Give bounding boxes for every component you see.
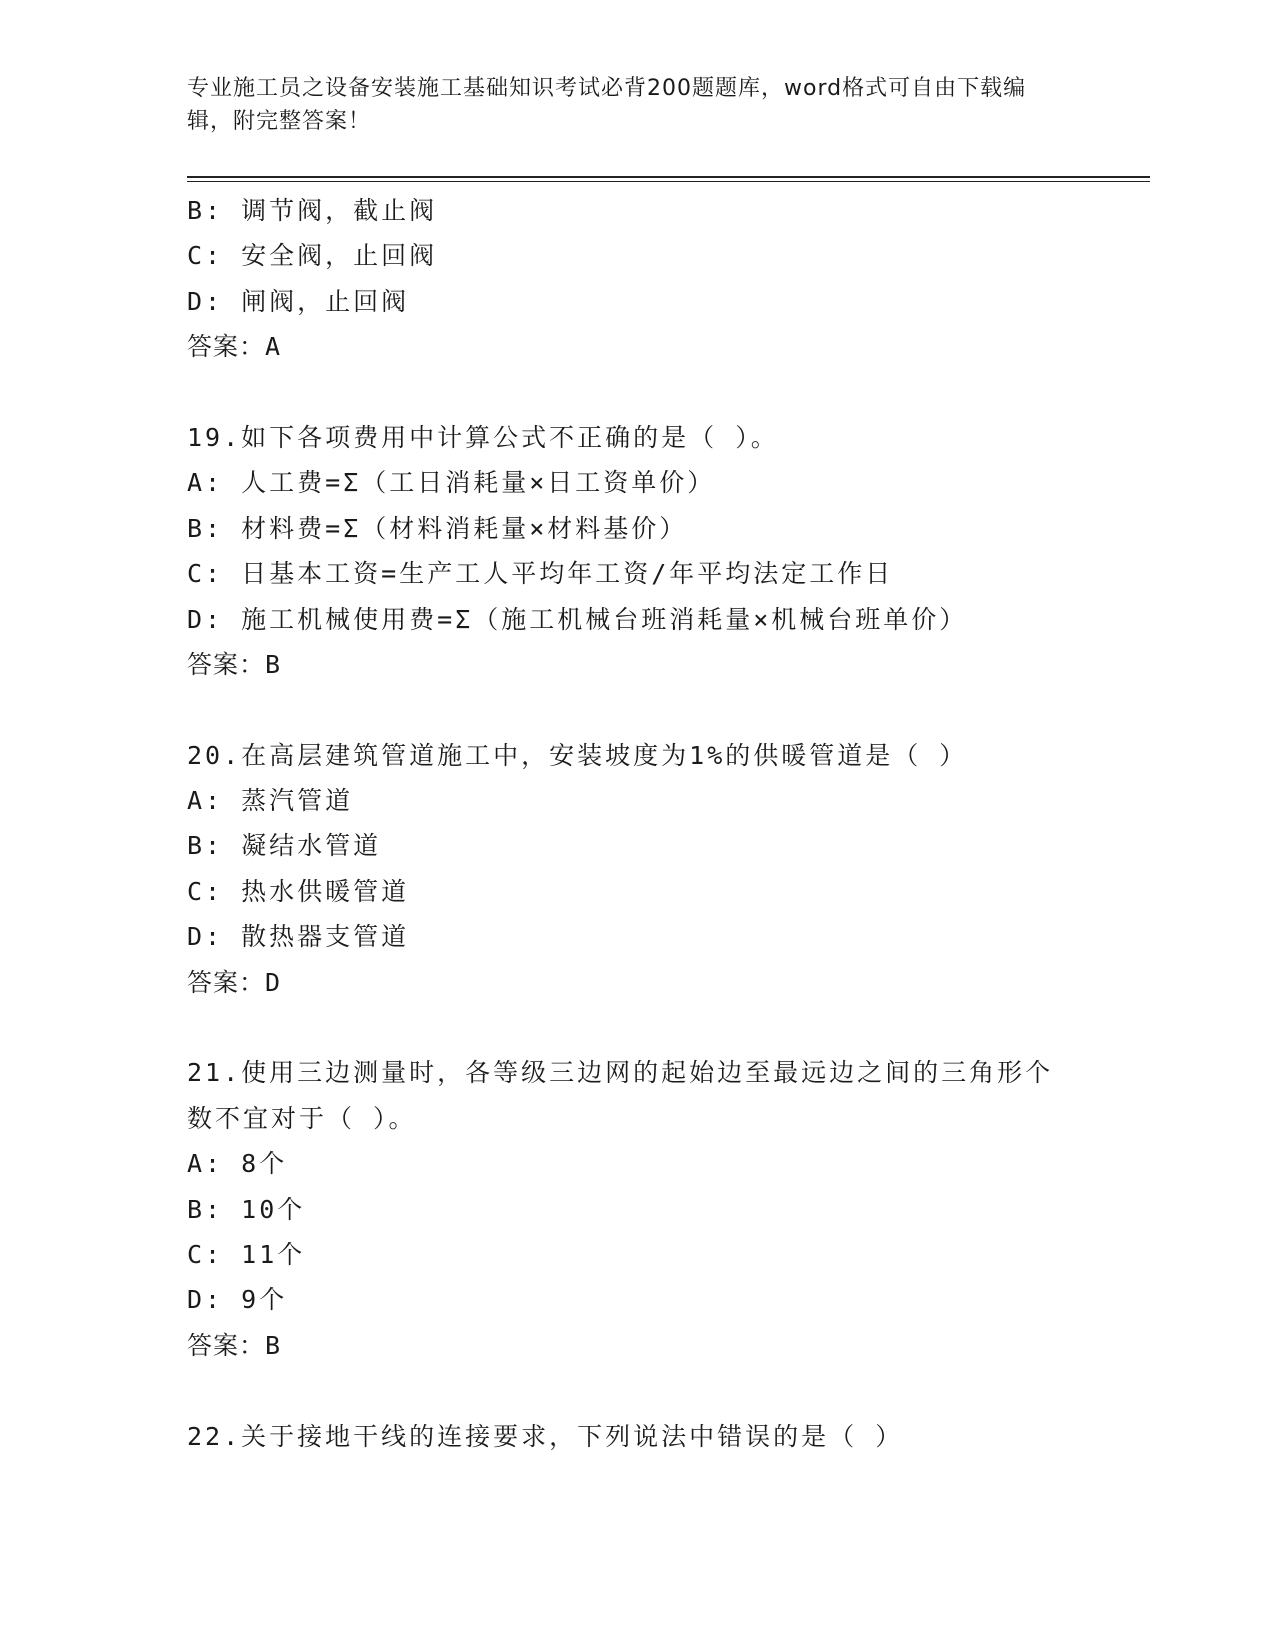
spacer	[187, 1005, 1087, 1050]
option-b: B: 10个	[187, 1194, 306, 1224]
spacer	[187, 1368, 1087, 1413]
question-block-19	[187, 415, 1087, 687]
option-d: D: 散热器支管道	[187, 922, 410, 952]
option-c: C: 11个	[187, 1240, 306, 1270]
question-text: 19.如下各项费用中计算公式不正确的是（ ）。	[187, 422, 779, 452]
option-b: B: 调节阀，截止阀	[187, 196, 438, 225]
answer-line: 答案：B	[187, 1330, 282, 1360]
option-d: D: 闸阀，止回阀	[187, 286, 410, 316]
header-divider-thin	[187, 181, 1150, 182]
spacer	[187, 687, 1087, 732]
option-d: D: 9个	[187, 1285, 288, 1315]
option-c: C: 安全阀，止回阀	[187, 241, 438, 271]
question-block-20	[187, 733, 1087, 1005]
question-text: 21.使用三边测量时，各等级三边网的起始边至最远边之间的三角形个数不宜对于（ ）。	[187, 1058, 1054, 1133]
question-text: 22.关于接地干线的连接要求，下列说法中错误的是（ ）	[187, 1421, 904, 1451]
header-divider-thick	[187, 176, 1150, 178]
question-block-21	[187, 1050, 1087, 1368]
question-block-18	[187, 188, 1087, 370]
option-a: A: 人工费=Σ（工日消耗量×日工资单价）	[187, 468, 716, 498]
question-list	[187, 188, 1087, 1459]
option-c: C: 日基本工资=生产工人平均年工资/年平均法定工作日	[187, 559, 894, 589]
answer-line: 答案：D	[187, 967, 282, 997]
option-c: C: 热水供暖管道	[187, 876, 410, 906]
option-b: B: 材料费=Σ（材料消耗量×材料基价）	[187, 513, 688, 543]
answer-line: 答案：B	[187, 649, 282, 679]
document-header: 专业施工员之设备安装施工基础知识考试必背200题题库，word格式可自由下载编辑，附完整答案！	[187, 76, 1027, 134]
question-text: 20.在高层建筑管道施工中，安装坡度为1%的供暖管道是（ ）	[187, 740, 968, 770]
spacer	[187, 370, 1087, 415]
question-block-22	[187, 1414, 1087, 1459]
option-d: D: 施工机械使用费=Σ（施工机械台班消耗量×机械台班单价）	[187, 604, 968, 634]
option-a: A: 8个	[187, 1149, 288, 1179]
option-b: B: 凝结水管道	[187, 831, 382, 861]
answer-line: 答案：A	[187, 332, 282, 362]
option-a: A: 蒸汽管道	[187, 786, 354, 816]
